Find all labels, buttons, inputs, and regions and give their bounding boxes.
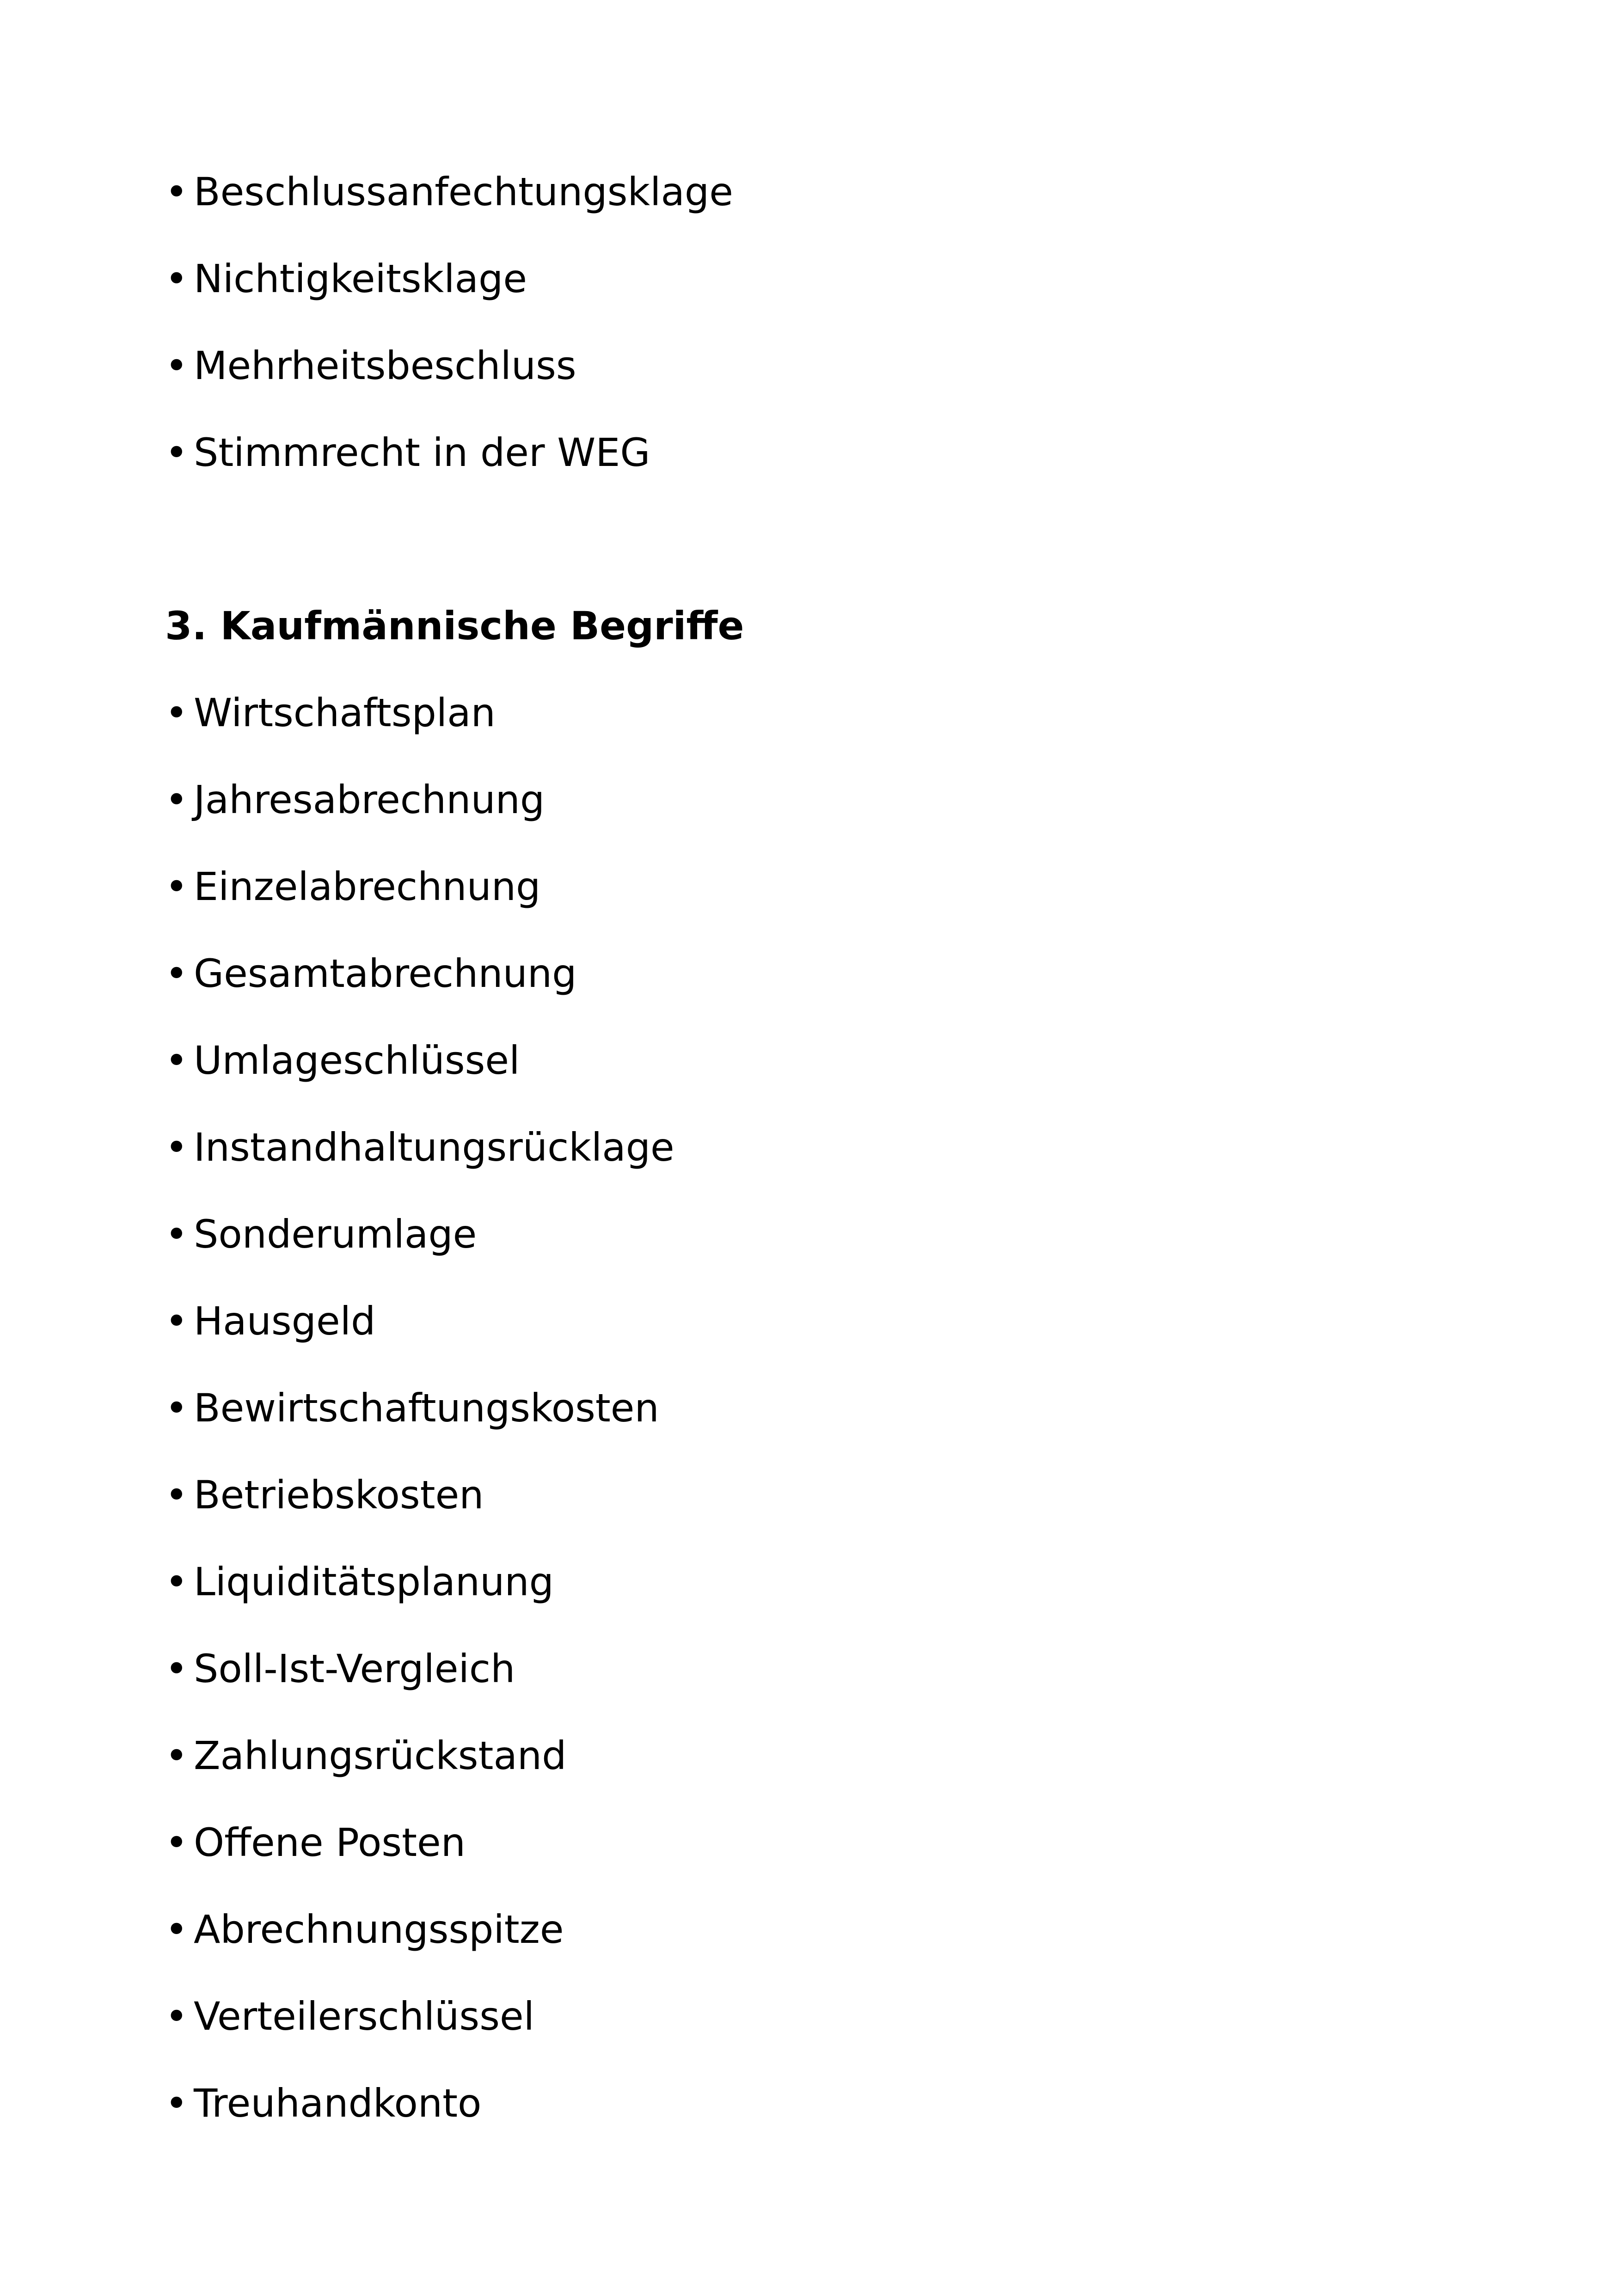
- bullet-icon: •: [165, 430, 188, 475]
- bullet-icon: •: [165, 1298, 188, 1344]
- bullet-icon: •: [165, 1820, 188, 1865]
- bullet-icon: •: [165, 1646, 188, 1691]
- list-item: [165, 1733, 567, 1779]
- list-item: [165, 1646, 515, 1692]
- bullet-icon: •: [165, 1907, 188, 1952]
- list-item-text: Bewirtschaftungskosten: [194, 1385, 659, 1431]
- bullet-icon: •: [165, 1038, 188, 1083]
- list-item-text: Abrechnungsspitze: [194, 1907, 564, 1952]
- list-item-text: Treuhandkonto: [194, 2081, 482, 2126]
- bullet-icon: •: [165, 864, 188, 909]
- list-item-text: Sonderumlage: [194, 1212, 477, 1257]
- list-item-text: Verteilerschlüssel: [194, 1994, 534, 2039]
- list-item-text: Offene Posten: [194, 1820, 466, 1865]
- bullet-icon: •: [165, 343, 188, 388]
- list-item: [165, 1819, 466, 1866]
- bullet-icon: •: [165, 1385, 188, 1431]
- bullet-icon: •: [165, 1733, 188, 1778]
- bullet-icon: •: [165, 690, 188, 735]
- list-item: [165, 1559, 554, 1605]
- list-item: [165, 1472, 484, 1518]
- bullet-icon: •: [165, 256, 188, 301]
- list-item-text: Betriebskosten: [194, 1472, 484, 1518]
- list-item: [165, 690, 496, 736]
- bullet-icon: •: [165, 951, 188, 996]
- bullet-icon: •: [165, 1559, 188, 1604]
- bullet-icon: •: [165, 1212, 188, 1257]
- list-item: [165, 950, 576, 997]
- list-item: [165, 863, 540, 910]
- list-item: [165, 256, 527, 302]
- list-item-text: Instandhaltungsrücklage: [194, 1125, 674, 1170]
- bullet-icon: •: [165, 777, 188, 822]
- list-item-text: Stimmrecht in der WEG: [194, 430, 650, 475]
- bullet-icon: •: [165, 169, 188, 214]
- list-item: [165, 1906, 564, 1953]
- list-item-text: Zahlungsrückstand: [194, 1733, 567, 1778]
- list-item: [165, 1211, 477, 1257]
- list-item-text: Liquiditätsplanung: [194, 1559, 554, 1604]
- list-item-text: Beschlussanfechtungsklage: [194, 169, 733, 214]
- list-item: [165, 1298, 375, 1344]
- list-item: [165, 429, 650, 476]
- section-heading: 3. Kaufmännische Begriffe: [165, 603, 744, 649]
- list-item-text: Wirtschaftsplan: [194, 690, 496, 735]
- list-item-text: Gesamtabrechnung: [194, 951, 577, 996]
- list-item-text: Einzelabrechnung: [194, 864, 541, 909]
- list-item-text: Mehrheitsbeschluss: [194, 343, 576, 388]
- list-item: [165, 1124, 674, 1170]
- bullet-icon: •: [165, 2081, 188, 2126]
- list-item-text: Hausgeld: [194, 1298, 376, 1344]
- list-item: [165, 1993, 534, 2039]
- bullet-icon: •: [165, 1994, 188, 2039]
- bullet-icon: •: [165, 1472, 188, 1518]
- bullet-icon: •: [165, 1125, 188, 1170]
- list-item: [165, 343, 576, 389]
- list-item-text: Nichtigkeitsklage: [194, 256, 527, 301]
- list-item-text: Jahresabrechnung: [194, 777, 545, 822]
- list-item: [165, 1385, 659, 1431]
- list-item: [165, 777, 545, 823]
- list-item: [165, 1037, 520, 1084]
- list-item: [165, 169, 733, 215]
- list-item: [165, 2080, 481, 2126]
- list-item-text: Umlageschlüssel: [194, 1038, 520, 1083]
- list-item-text: Soll-Ist-Vergleich: [194, 1646, 515, 1691]
